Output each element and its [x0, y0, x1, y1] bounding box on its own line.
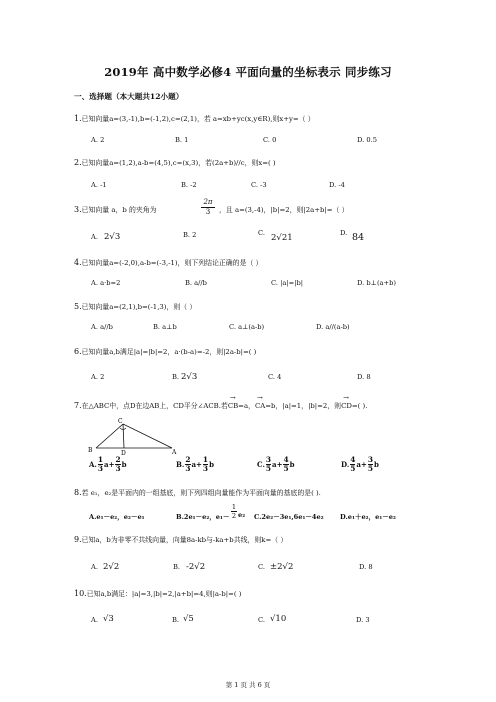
option-letter: A.	[89, 460, 97, 469]
option-c: C. 4	[268, 373, 282, 381]
option-text: b	[209, 460, 214, 469]
option-b: B. 1	[175, 136, 189, 144]
vector-cd: → CD	[341, 394, 352, 410]
question-3-continued: ，且 a=(3,-4)，|b|=2，则|2a+b|=（ ）	[219, 206, 349, 214]
option-a: A. -1	[91, 181, 107, 189]
option-b: B. -2	[181, 181, 197, 189]
fraction-numerator: 3	[265, 455, 272, 464]
point-label-c: C	[118, 418, 123, 425]
option-c-value: 2√21	[271, 233, 293, 243]
question-7	[74, 394, 368, 410]
option-c: C. 0	[263, 136, 277, 144]
option-d	[341, 456, 379, 473]
triangle-figure	[86, 414, 178, 456]
question-5	[74, 301, 196, 311]
document-title: 2019年 高中数学必修4 平面向量的坐标表示 同步练习	[104, 65, 392, 79]
section-heading: 一、选择题（本大题共12小题）	[74, 92, 184, 101]
option-c: C. a⊥(a-b)	[229, 323, 265, 331]
fraction	[185, 456, 190, 473]
option-text: b	[289, 460, 295, 469]
question-1	[74, 113, 315, 123]
fraction	[266, 456, 271, 473]
fraction	[368, 456, 373, 473]
option-c: C. -3	[251, 181, 267, 189]
side-ca	[123, 424, 172, 448]
question-number: 1.	[74, 114, 82, 123]
fraction-numerator: 3	[367, 455, 373, 464]
fraction-denominator: 3	[115, 464, 121, 473]
option-letter: C.	[257, 460, 265, 469]
point-label-d: D	[121, 450, 126, 456]
vector-arrow-icon: →	[256, 394, 263, 402]
option-a: A. a·b=2	[91, 279, 121, 287]
option-a-value: 2√2	[103, 562, 120, 572]
question-number: 10.	[74, 589, 87, 598]
question-text: 在△ABC中，点D在边AB上，CD平分∠ACB.若	[81, 402, 228, 410]
option-b-value: -2√2	[186, 562, 206, 572]
question-number: 5.	[74, 302, 82, 311]
option-c-value: ±2√2	[270, 562, 294, 572]
question-text: =( ).	[351, 402, 368, 410]
option-b: B. 2	[183, 231, 197, 239]
option-d-value: 84	[352, 232, 365, 243]
question-3	[74, 204, 157, 214]
fraction-numerator: 4	[350, 455, 356, 464]
question-number: 3.	[74, 205, 82, 214]
option-d: D.e₁＋e₂，e₁－e₂	[340, 513, 396, 521]
fraction-denominator: 5	[283, 464, 289, 473]
vector-arrow-icon: →	[343, 394, 349, 402]
option-text: a+	[104, 460, 115, 469]
option-c-value: √10	[270, 614, 287, 624]
question-number: 6.	[74, 347, 82, 356]
point-label-a: A	[172, 449, 177, 456]
fraction-denominator: 5	[367, 464, 373, 473]
vector-cb: → CB	[227, 394, 239, 410]
fraction-numerator: 1	[231, 503, 237, 511]
fraction-numerator: 2	[115, 455, 121, 464]
vector-arrow-icon: →	[229, 394, 236, 402]
fraction-numerator: 1	[202, 455, 209, 464]
option-b: B.	[172, 616, 180, 624]
option-c: C.	[258, 616, 266, 624]
fraction	[98, 456, 103, 473]
option-b: B.	[173, 563, 181, 571]
page-footer: 第 1 页 共 6 页	[225, 681, 271, 689]
question-text: 已知a，b为非零不共线向量，向量8a-kb与-ka+b共线，则k=（ ）	[81, 536, 288, 544]
option-c: C. |a|=|b|	[271, 279, 304, 287]
option-a: A.	[91, 233, 98, 241]
option-text: b	[121, 460, 127, 469]
option-b: B. a//b	[185, 279, 207, 287]
fraction	[203, 456, 208, 473]
option-a-value: √3	[103, 614, 114, 624]
fraction-denominator: 3	[205, 208, 211, 216]
fraction-numerator: 1	[97, 455, 104, 464]
question-6	[74, 346, 256, 356]
option-d: D. 8	[357, 373, 371, 381]
fraction	[283, 456, 288, 473]
option-d: D. b⊥(a+b)	[357, 279, 397, 287]
fraction	[350, 456, 355, 473]
question-10	[74, 588, 241, 598]
question-number: 2.	[74, 158, 82, 167]
question-number: 9.	[74, 535, 82, 544]
fraction-denominator: 5	[265, 464, 272, 473]
question-text: =b，|a|=1，|b|=2，则	[265, 402, 342, 410]
question-8	[74, 487, 321, 497]
question-9	[74, 534, 287, 544]
option-b: B. a⊥b	[153, 323, 177, 331]
fraction-denominator: 3	[185, 464, 191, 473]
option-d: D. a//(a-b)	[316, 323, 350, 331]
fraction-one-half	[231, 503, 237, 520]
point-label-b: B	[88, 447, 93, 454]
fraction-numerator: 2	[185, 455, 191, 464]
option-text: b	[373, 460, 379, 469]
option-text: a+	[191, 460, 202, 469]
question-4	[74, 257, 262, 267]
option-a: A.	[91, 616, 98, 624]
option-a: A.e₁－e₂，e₂－e₁	[89, 513, 145, 521]
option-d: D. 8	[359, 563, 373, 571]
question-number: 4.	[74, 258, 82, 267]
option-text: a+	[356, 460, 367, 469]
option-b-tail: e₂	[238, 511, 246, 519]
option-a: A. 2	[91, 373, 105, 381]
option-a: A.	[91, 563, 98, 571]
question-number: 8.	[74, 488, 82, 497]
fraction	[115, 456, 120, 473]
option-text: a+	[272, 460, 283, 469]
option-a	[89, 456, 127, 473]
option-c: C.	[258, 229, 266, 237]
fraction-denominator: 2	[231, 512, 237, 520]
question-text: 已知向量a=(-2,0),a-b=(-3,-1)，则下列结论正确的是（ ）	[81, 259, 263, 267]
option-c	[257, 456, 295, 473]
option-c: C.2e₂－3e₁,6e₁－4e₂	[254, 513, 324, 521]
option-d: D.	[340, 229, 348, 237]
option-c: C.	[258, 563, 266, 571]
question-text: 已知a,b满足：|a|=3,|b|=2,|a+b|=4,则|a-b|=( )	[86, 590, 242, 598]
option-b: B.	[172, 373, 180, 381]
segment-cd	[123, 424, 124, 448]
option-letter: B.	[176, 460, 185, 469]
option-a: A. 2	[91, 136, 105, 144]
fraction-numerator: 2π	[203, 198, 213, 206]
fraction-denominator: 3	[202, 464, 209, 473]
option-d: D. -4	[329, 181, 345, 189]
question-text: 已知向量a=(2,1),b=(-1,3)，则（ ）	[81, 303, 197, 311]
fraction-denominator: 5	[350, 464, 356, 473]
option-b-value: 2√3	[181, 372, 198, 382]
question-text: 已知向量a,b满足|a|=|b|=2，a·(b-a)=-2，则|2a-b|=( )	[81, 348, 257, 356]
option-d: D. 3	[356, 616, 370, 624]
option-b: B.2e₁－e₂，e₁－	[176, 513, 230, 521]
option-b	[176, 456, 214, 473]
option-letter: D.	[341, 460, 350, 469]
option-d: D. 0.5	[357, 136, 378, 144]
option-a: A. a//b	[91, 323, 113, 331]
question-text: =a，	[238, 402, 255, 410]
vector-ca: → CA	[254, 394, 266, 410]
side-bc	[96, 424, 123, 448]
question-text: 已知向量a=(3,-1),b=(-1,2),c=(2,1)，若 a=xb+yc(x,y∈R),则x+y=（ ）	[81, 115, 315, 123]
option-a-value: 2√3	[104, 232, 121, 242]
fraction-denominator: 3	[97, 464, 104, 473]
question-text: 若 e₁，e₂是平面内的一组基底，则下列四组向量能作为平面向量的基底的是( ).	[81, 489, 321, 497]
question-text: 已知向量 a，b 的夹角为	[81, 206, 157, 214]
option-b-value: √5	[183, 614, 194, 624]
question-text: 已知向量a=(1,2),a-b=(4,5),c=(x,3)，若(2a+b)//c，则x=( )	[81, 159, 276, 167]
fraction-two-pi-over-three	[201, 198, 215, 216]
question-2	[74, 157, 276, 167]
question-number: 7.	[74, 401, 82, 410]
fraction-numerator: 4	[283, 455, 289, 464]
